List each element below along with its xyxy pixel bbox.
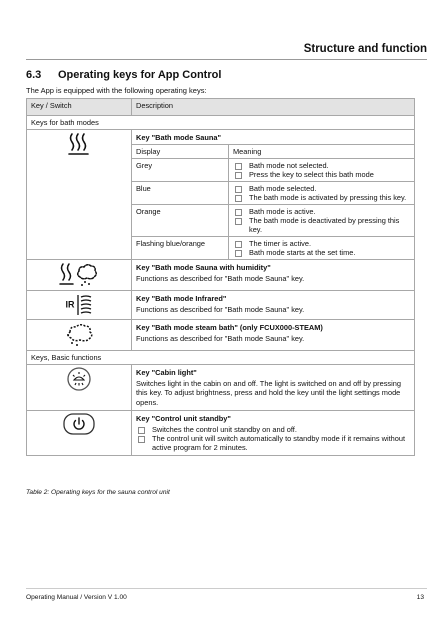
bullet-square-icon xyxy=(138,436,145,443)
display-row-grey xyxy=(132,159,414,182)
power-icon xyxy=(27,410,132,455)
steam-description-cell xyxy=(132,320,415,351)
group-label-basic-functions: Keys, Basic functions xyxy=(27,351,415,365)
col-header-key: Key / Switch xyxy=(27,99,132,116)
display-row-orange xyxy=(132,205,414,237)
bullet-square-icon xyxy=(138,427,145,434)
meaning-text: The bath mode is activated by pressing this key. xyxy=(249,193,407,203)
display-value: Grey xyxy=(132,159,229,182)
sauna-description-cell xyxy=(132,130,415,260)
table-row-steam xyxy=(27,320,415,351)
display-header-row xyxy=(132,145,414,159)
infrared-key-title: Key "Bath mode Infrared" xyxy=(136,294,227,304)
group-label-bath-modes: Keys for bath modes xyxy=(27,116,415,130)
meaning-header: Meaning xyxy=(229,145,415,159)
meaning-bullet xyxy=(233,207,410,216)
meaning-bullet xyxy=(233,170,410,179)
table-row-humidity xyxy=(27,260,415,291)
meaning-text: Bath mode starts at the set time. xyxy=(249,248,356,258)
standby-bullet-text: Switches the control unit standby on and off. xyxy=(152,424,297,434)
sauna-heat-icon xyxy=(27,130,132,260)
sauna-key-title: Key "Bath mode Sauna" xyxy=(136,133,222,143)
sauna-humidity-icon xyxy=(27,260,132,291)
footer-manual-version: Operating Manual / Version V 1.00 xyxy=(26,594,127,601)
section-number: 6.3 xyxy=(26,69,42,81)
table-row-cabin-light xyxy=(27,365,415,410)
meaning-text: The bath mode is deactivated by pressing this key. xyxy=(249,216,400,235)
steam-key-desc: Functions as described for "Bath mode Sauna" key. xyxy=(136,334,305,344)
cabin-light-description-cell xyxy=(132,365,415,410)
steam-bath-icon xyxy=(27,320,132,351)
intro-text: The App is equipped with the following operating keys: xyxy=(26,86,207,95)
humidity-key-desc: Functions as described for "Bath mode Sauna" key. xyxy=(136,274,305,284)
section-title: Operating keys for App Control xyxy=(58,69,222,81)
humidity-key-title: Key "Bath mode Sauna with humidity" xyxy=(136,263,271,273)
bullet-square-icon xyxy=(235,195,242,202)
bullet-square-icon xyxy=(235,209,242,216)
bullet-square-icon xyxy=(235,163,242,170)
display-row-flashing xyxy=(132,237,414,260)
group-row-basic-functions xyxy=(27,351,415,365)
table-row-infrared xyxy=(27,291,415,320)
table-row-standby xyxy=(27,410,415,455)
meaning-bullet xyxy=(233,239,410,248)
col-header-description: Description xyxy=(132,99,415,116)
cabin-light-icon xyxy=(27,365,132,410)
standby-bullet xyxy=(136,425,410,434)
bullet-square-icon xyxy=(235,218,242,225)
header-rule xyxy=(26,59,427,60)
standby-bullets xyxy=(132,425,414,455)
group-row-bath-modes xyxy=(27,116,415,130)
operating-keys-table xyxy=(26,98,415,456)
sauna-display-table xyxy=(132,144,414,259)
standby-description-cell xyxy=(132,410,415,455)
meaning-text: Bath mode not selected. xyxy=(249,161,329,171)
bullet-square-icon xyxy=(235,241,242,248)
table-caption: Table 2: Operating keys for the sauna control unit xyxy=(26,489,170,496)
page-number: 13 xyxy=(416,594,424,601)
standby-bullet-text: The control unit will switch automatically to standby mode if it remains without active program for 2 minutes. xyxy=(152,433,406,452)
display-row-blue xyxy=(132,182,414,205)
footer-rule xyxy=(26,588,427,589)
meaning-text: The timer is active. xyxy=(249,239,312,249)
meaning-bullet xyxy=(233,161,410,170)
infrared-icon-label: IR xyxy=(65,299,75,310)
meaning-bullet xyxy=(233,184,410,193)
infrared-key-desc: Functions as described for "Bath mode Sauna" key. xyxy=(136,305,305,315)
standby-bullet xyxy=(136,434,410,452)
meaning-cell xyxy=(229,237,415,260)
bullet-square-icon xyxy=(235,186,242,193)
display-header: Display xyxy=(132,145,229,159)
table-row-sauna xyxy=(27,130,415,260)
meaning-cell xyxy=(229,182,415,205)
meaning-bullet xyxy=(233,248,410,257)
meaning-text: Bath mode selected. xyxy=(249,184,317,194)
running-header: Structure and function xyxy=(303,43,427,55)
meaning-text: Press the key to select this bath mode xyxy=(249,170,374,180)
meaning-text: Bath mode is active. xyxy=(249,207,316,217)
display-value: Flashing blue/orange xyxy=(132,237,229,260)
meaning-cell xyxy=(229,205,415,237)
cabin-light-key-title: Key "Cabin light" xyxy=(136,368,197,378)
infrared-description-cell xyxy=(132,291,415,320)
standby-key-title: Key "Control unit standby" xyxy=(136,413,231,423)
cabin-light-key-desc: Switches light in the cabin on and off. The light is switched on and off by pressing this key. To adjust brightness, press and hold the key until the light settings mode opens. xyxy=(136,379,401,407)
table-header-row xyxy=(27,99,415,116)
steam-key-title: Key "Bath mode steam bath" (only FCUX000-STEAM) xyxy=(136,323,323,333)
section-heading xyxy=(26,69,221,81)
infrared-icon xyxy=(27,291,132,320)
bullet-square-icon xyxy=(235,250,242,257)
bullet-square-icon xyxy=(235,172,242,179)
display-value: Orange xyxy=(132,205,229,237)
display-value: Blue xyxy=(132,182,229,205)
meaning-bullet xyxy=(233,193,410,202)
meaning-bullet xyxy=(233,216,410,234)
meaning-cell xyxy=(229,159,415,182)
humidity-description-cell xyxy=(132,260,415,291)
